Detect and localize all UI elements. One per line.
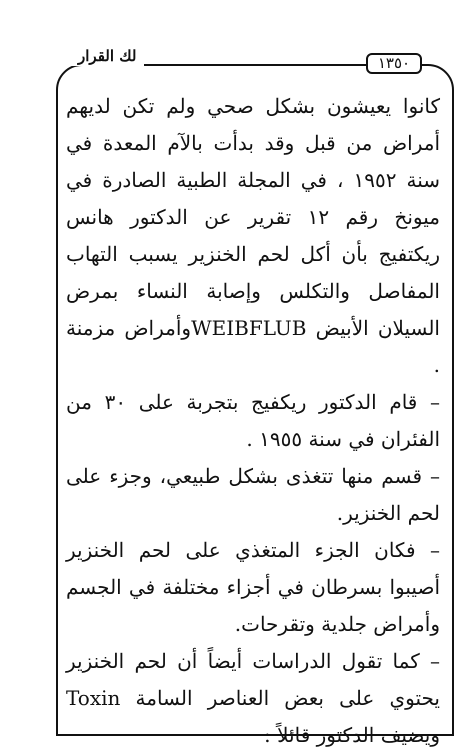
body-text [66,88,440,754]
paragraph: – قسم منها تتغذى بشكل طبيعي، وجزء على لحم الخنزير. [66,464,440,525]
page-number-box: ١٣٥٠ [366,53,422,74]
paragraph: كانوا يعيشون بشكل صحي ولم تكن لديهم أمراض من قبل وقد بدأت بالآم المعدة في سنة ١٩٥٢ ، في المجلة الطبية الصادرة في ميونخ رقم ١٢ تقرير عن الدكتور هانس ريكتفيج بأن أكل لحم الخنزير يسبب التهاب المفاصل والتكلس وإصابة النساء بمرض السيلان الأبيض WEIBFLUBوأمراض مزمنة . [66,94,441,377]
paragraph: – كما تقول الدراسات أيضاً أن لحم الخنزير يحتوي على بعض العناصر السامة Toxin ويضيف الدكتور قائلاً : [66,649,440,747]
paragraph: – فكان الجزء المتغذي على لحم الخنزير أصيبوا بسرطان في أجزاء مختلفة في الجسم وأمراض جلدية وتقرحات. [66,538,440,636]
paragraph: – قام الدكتور ريكفيج بتجربة على ٣٠ من الفئران في سنة ١٩٥٥ . [66,390,440,451]
running-header-title: لك القرار [70,46,144,66]
